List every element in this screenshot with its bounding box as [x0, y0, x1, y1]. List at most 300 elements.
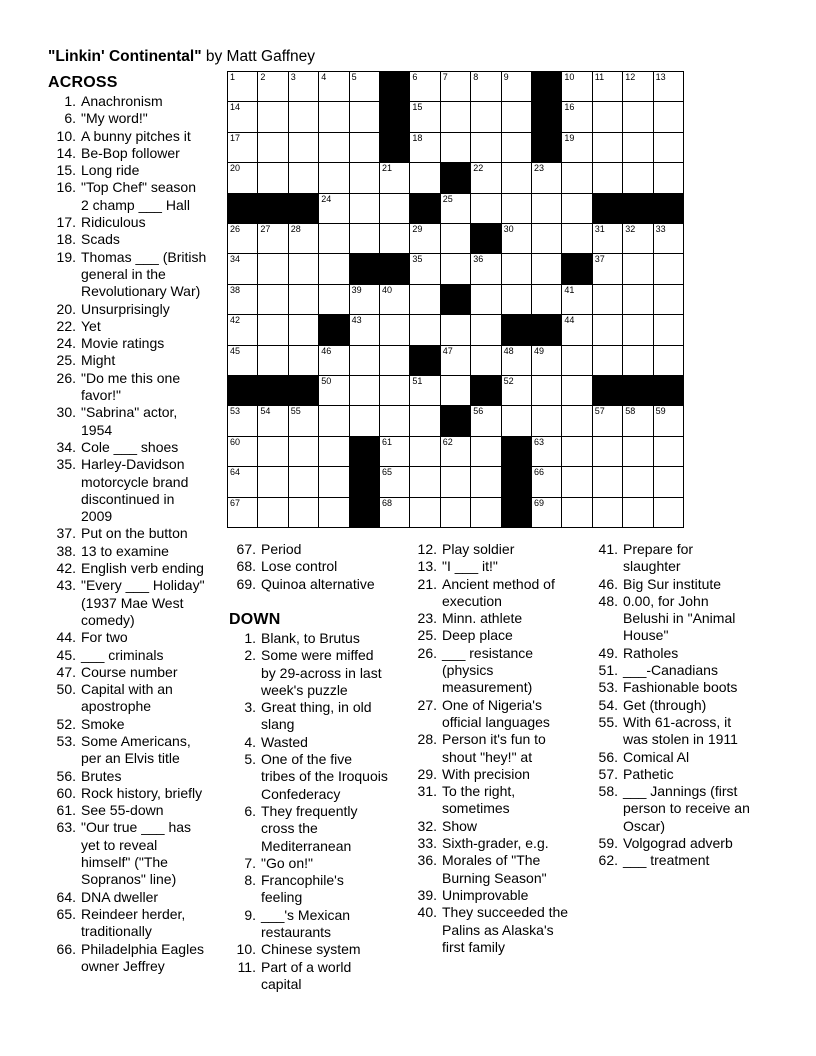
grid-cell[interactable] — [562, 406, 592, 436]
grid-cell[interactable] — [654, 102, 684, 132]
clue-text-line: Deep place — [442, 627, 513, 644]
black-square — [471, 224, 501, 254]
black-square — [258, 376, 288, 406]
clue — [228, 941, 388, 958]
grid-cell[interactable] — [258, 437, 288, 467]
grid-cell[interactable] — [471, 163, 501, 193]
grid-cell[interactable] — [441, 133, 471, 163]
clue — [590, 714, 750, 749]
grid-cell[interactable] — [623, 102, 653, 132]
grid-cell[interactable] — [289, 498, 319, 528]
grid-cell[interactable] — [654, 254, 684, 284]
clue-text-line: Cole ___ shoes — [81, 438, 179, 455]
grid-cell[interactable] — [441, 315, 471, 345]
grid-cell[interactable] — [623, 346, 653, 376]
grid-cell[interactable] — [289, 437, 319, 467]
grid-cell[interactable] — [380, 224, 410, 254]
cell-number: 9 — [503, 72, 509, 82]
grid-cell[interactable] — [502, 163, 532, 193]
grid-cell[interactable] — [502, 254, 532, 284]
grid-cell[interactable] — [350, 406, 380, 436]
grid-cell[interactable] — [319, 224, 349, 254]
grid-cell[interactable] — [258, 102, 288, 132]
clue-text-line: was stolen in 1911 — [623, 731, 738, 748]
clue — [409, 783, 568, 818]
clue — [48, 629, 206, 646]
grid-cell[interactable] — [441, 254, 471, 284]
grid-cell[interactable] — [593, 437, 623, 467]
grid-cell[interactable] — [562, 163, 592, 193]
grid-cell[interactable] — [380, 498, 410, 528]
grid-cell[interactable] — [350, 224, 380, 254]
grid-cell[interactable] — [228, 437, 258, 467]
grid-cell[interactable] — [562, 315, 592, 345]
grid-cell[interactable] — [532, 163, 562, 193]
grid-cell[interactable] — [228, 467, 258, 497]
grid-cell[interactable] — [410, 254, 440, 284]
clue-text-line: Sixth-grader, e.g. — [442, 835, 549, 852]
grid-cell[interactable] — [289, 285, 319, 315]
grid-cell[interactable] — [289, 163, 319, 193]
grid-cell[interactable] — [471, 437, 501, 467]
cell-number: 65 — [382, 467, 393, 478]
grid-cell[interactable] — [562, 224, 592, 254]
clue-number: 28. — [417, 731, 437, 748]
black-square — [532, 133, 562, 163]
clue — [409, 852, 568, 887]
grid-cell[interactable] — [289, 133, 319, 163]
clue-text-line: ___ treatment — [623, 852, 710, 869]
cell-number: 20 — [230, 163, 241, 174]
clue-text-line: Yet — [81, 317, 101, 334]
clue-text-line: Brutes — [81, 767, 122, 784]
grid-cell[interactable] — [410, 285, 440, 315]
grid-cell[interactable] — [532, 346, 562, 376]
grid-cell[interactable] — [562, 133, 592, 163]
grid-cell[interactable] — [380, 467, 410, 497]
grid-cell[interactable] — [319, 285, 349, 315]
clue-number: 67. — [236, 541, 256, 557]
clue-text-line: Francophile's — [261, 872, 344, 889]
clue-text-line: A bunny pitches it — [81, 127, 191, 144]
clue — [590, 576, 750, 593]
grid-cell[interactable] — [289, 467, 319, 497]
clue-text-line: tribes of the Iroquois — [261, 768, 388, 785]
clue — [48, 439, 206, 456]
grid-cell[interactable] — [410, 72, 440, 102]
grid-cell[interactable] — [228, 285, 258, 315]
grid-cell[interactable] — [258, 285, 288, 315]
cell-number: 25 — [442, 193, 453, 204]
grid-cell[interactable] — [623, 133, 653, 163]
clue-text-line: Wasted — [261, 733, 308, 750]
clue-text-line: per an Elvis title — [81, 750, 180, 767]
grid-cell[interactable] — [502, 194, 532, 224]
clue-text-line: Oscar) — [623, 817, 665, 834]
grid-cell[interactable] — [441, 224, 471, 254]
grid-cell[interactable] — [471, 102, 501, 132]
clue-text-line: "Do me this one — [81, 369, 181, 386]
clue-number: 42. — [56, 560, 76, 577]
grid-cell[interactable] — [562, 102, 592, 132]
grid-cell[interactable] — [623, 254, 653, 284]
clue-number: 64. — [56, 888, 76, 905]
grid-cell[interactable] — [410, 406, 440, 436]
clue-number: 56. — [56, 767, 76, 784]
grid-cell[interactable] — [228, 133, 258, 163]
clue — [48, 301, 206, 318]
black-square — [319, 315, 349, 345]
clue-number: 34. — [56, 438, 76, 455]
clue — [228, 558, 375, 575]
grid-cell[interactable] — [441, 102, 471, 132]
clue — [409, 610, 568, 627]
clue — [48, 785, 206, 802]
grid-cell[interactable] — [228, 163, 258, 193]
grid-cell[interactable] — [623, 163, 653, 193]
grid-cell[interactable] — [593, 254, 623, 284]
grid-cell[interactable] — [471, 72, 501, 102]
clue-number: 50. — [56, 681, 76, 698]
grid-cell[interactable] — [441, 437, 471, 467]
grid-cell[interactable] — [593, 346, 623, 376]
grid-cell[interactable] — [228, 346, 258, 376]
grid-cell[interactable] — [441, 194, 471, 224]
clue-number: 16. — [56, 179, 76, 196]
black-square — [380, 72, 410, 102]
clue-number: 10. — [236, 941, 256, 958]
clue-text-line: Quinoa alternative — [261, 575, 375, 592]
grid-cell[interactable] — [441, 346, 471, 376]
grid-cell[interactable] — [319, 498, 349, 528]
clue-number: 37. — [56, 525, 76, 542]
grid-cell[interactable] — [593, 72, 623, 102]
grid-cell[interactable] — [471, 498, 501, 528]
grid-cell[interactable] — [289, 72, 319, 102]
clue-number: 14. — [56, 144, 76, 161]
grid-cell[interactable] — [319, 376, 349, 406]
cell-number: 3 — [290, 72, 296, 82]
grid-cell[interactable] — [502, 102, 532, 132]
grid-cell[interactable] — [258, 224, 288, 254]
grid-cell[interactable] — [562, 437, 592, 467]
clue — [48, 162, 206, 179]
grid-cell[interactable] — [319, 406, 349, 436]
grid-cell[interactable] — [593, 102, 623, 132]
grid-cell[interactable] — [350, 285, 380, 315]
grid-cell[interactable] — [562, 498, 592, 528]
clue — [48, 352, 206, 369]
grid-cell[interactable] — [350, 102, 380, 132]
grid-cell[interactable] — [654, 467, 684, 497]
grid-cell[interactable] — [471, 133, 501, 163]
grid-cell[interactable] — [471, 406, 501, 436]
clue-text-line: "Sabrina" actor, — [81, 404, 178, 421]
grid-cell[interactable] — [562, 285, 592, 315]
grid-cell[interactable] — [319, 72, 349, 102]
grid-cell[interactable] — [593, 163, 623, 193]
clue — [48, 456, 206, 525]
grid-cell[interactable] — [410, 102, 440, 132]
grid-cell[interactable] — [562, 72, 592, 102]
clue-number: 18. — [56, 231, 76, 248]
clue-text-line: Lose control — [261, 558, 338, 575]
black-square — [502, 315, 532, 345]
grid-cell[interactable] — [441, 72, 471, 102]
grid-cell[interactable] — [654, 315, 684, 345]
grid-cell[interactable] — [258, 467, 288, 497]
grid-cell[interactable] — [623, 315, 653, 345]
grid-cell[interactable] — [350, 346, 380, 376]
grid-cell[interactable] — [471, 346, 501, 376]
clue-number: 8. — [244, 872, 256, 889]
grid-cell[interactable] — [502, 72, 532, 102]
grid-cell[interactable] — [623, 224, 653, 254]
grid-cell[interactable] — [410, 163, 440, 193]
cell-number: 32 — [625, 224, 636, 234]
grid-cell[interactable] — [258, 315, 288, 345]
clue-number: 2. — [244, 647, 256, 664]
clue-number: 65. — [56, 905, 76, 922]
clue-text-line: One of Nigeria's — [442, 696, 542, 713]
cell-number: 12 — [625, 72, 636, 82]
grid-cell[interactable] — [623, 467, 653, 497]
clue-text-line: Prepare for — [623, 541, 694, 557]
clue-text-line: 2 champ ___ Hall — [81, 196, 190, 213]
clue-text-line: Blank, to Brutus — [261, 630, 360, 646]
grid-cell[interactable] — [593, 133, 623, 163]
grid-cell[interactable] — [228, 498, 258, 528]
grid-cell[interactable] — [502, 346, 532, 376]
grid-cell[interactable] — [562, 467, 592, 497]
grid-cell[interactable] — [350, 194, 380, 224]
grid-cell[interactable] — [410, 467, 440, 497]
down-clues-column-1 — [228, 630, 388, 993]
grid-cell[interactable] — [350, 376, 380, 406]
clue-number: 41. — [598, 541, 618, 557]
grid-cell[interactable] — [502, 406, 532, 436]
cell-number: 39 — [351, 284, 362, 295]
cell-number: 40 — [382, 284, 393, 295]
grid-cell[interactable] — [380, 285, 410, 315]
clue-number: 17. — [56, 214, 76, 231]
clue-text-line: Belushi in "Animal — [623, 610, 736, 627]
grid-cell[interactable] — [228, 315, 258, 345]
grid-cell[interactable] — [532, 194, 562, 224]
cell-number: 46 — [321, 345, 332, 356]
grid-cell[interactable] — [410, 315, 440, 345]
clue-text-line: owner Jeffrey — [81, 957, 165, 974]
clue-text-line: first family — [442, 938, 505, 955]
grid-cell[interactable] — [380, 194, 410, 224]
black-square — [289, 376, 319, 406]
grid-cell[interactable] — [289, 406, 319, 436]
cell-number: 23 — [534, 163, 545, 174]
clue — [228, 541, 375, 558]
clue-number: 31. — [417, 783, 437, 800]
grid-cell[interactable] — [593, 285, 623, 315]
grid-cell[interactable] — [410, 224, 440, 254]
clue — [48, 906, 206, 941]
grid-cell[interactable] — [502, 224, 532, 254]
cell-number: 28 — [290, 224, 301, 234]
clue-number: 46. — [598, 575, 618, 592]
cell-number: 2 — [260, 72, 266, 82]
clue — [409, 627, 568, 644]
clue-text-line: by 29-across in last — [261, 664, 382, 681]
grid-cell[interactable] — [532, 437, 562, 467]
grid-cell[interactable] — [380, 376, 410, 406]
grid-cell[interactable] — [532, 285, 562, 315]
cell-number: 13 — [655, 72, 666, 82]
clue-text-line: Sopranos" line) — [81, 871, 177, 888]
grid-cell[interactable] — [380, 163, 410, 193]
grid-cell[interactable] — [228, 72, 258, 102]
grid-cell[interactable] — [532, 376, 562, 406]
grid-cell[interactable] — [654, 163, 684, 193]
grid-cell[interactable] — [319, 163, 349, 193]
grid-cell[interactable] — [654, 133, 684, 163]
clue-text-line: ___'s Mexican — [261, 906, 351, 923]
black-square — [441, 406, 471, 436]
grid-cell[interactable] — [258, 346, 288, 376]
grid-cell[interactable] — [502, 376, 532, 406]
grid-cell[interactable] — [471, 467, 501, 497]
grid-cell[interactable] — [319, 133, 349, 163]
grid-cell[interactable] — [258, 254, 288, 284]
clue — [228, 751, 388, 803]
clue-number: 59. — [598, 835, 618, 852]
clue — [590, 783, 750, 835]
grid-cell[interactable] — [654, 72, 684, 102]
grid-cell[interactable] — [289, 224, 319, 254]
grid-cell[interactable] — [319, 254, 349, 284]
grid-cell[interactable] — [502, 285, 532, 315]
clue-number: 55. — [598, 713, 618, 730]
clue-number: 38. — [56, 542, 76, 559]
grid-cell[interactable] — [319, 194, 349, 224]
grid-cell[interactable] — [258, 498, 288, 528]
grid-cell[interactable] — [258, 163, 288, 193]
grid-cell[interactable] — [623, 285, 653, 315]
grid-cell[interactable] — [319, 467, 349, 497]
grid-cell[interactable] — [380, 406, 410, 436]
grid-cell[interactable] — [289, 254, 319, 284]
grid-cell[interactable] — [471, 315, 501, 345]
grid-cell[interactable] — [350, 163, 380, 193]
grid-cell[interactable] — [532, 498, 562, 528]
grid-cell[interactable] — [319, 437, 349, 467]
clue-text-line: Be-Bop follower — [81, 144, 180, 161]
grid-cell[interactable] — [258, 406, 288, 436]
grid-cell[interactable] — [410, 437, 440, 467]
grid-cell[interactable] — [380, 437, 410, 467]
black-square — [532, 315, 562, 345]
grid-cell[interactable] — [228, 224, 258, 254]
grid-cell[interactable] — [258, 72, 288, 102]
grid-cell[interactable] — [380, 346, 410, 376]
grid-cell[interactable] — [319, 346, 349, 376]
grid-cell[interactable] — [562, 194, 592, 224]
grid-cell[interactable] — [410, 133, 440, 163]
grid-cell[interactable] — [502, 133, 532, 163]
grid-cell[interactable] — [228, 102, 258, 132]
grid-cell[interactable] — [532, 254, 562, 284]
grid-cell[interactable] — [289, 102, 319, 132]
grid-cell[interactable] — [410, 498, 440, 528]
grid-cell[interactable] — [562, 376, 592, 406]
clue-text-line: Big Sur institute — [623, 575, 722, 592]
grid-cell[interactable] — [289, 315, 319, 345]
grid-cell[interactable] — [380, 315, 410, 345]
grid-cell[interactable] — [532, 224, 562, 254]
grid-cell[interactable] — [441, 467, 471, 497]
grid-cell[interactable] — [350, 315, 380, 345]
grid-cell[interactable] — [289, 346, 319, 376]
clue-text-line: Put on the button — [81, 525, 188, 542]
grid-cell[interactable] — [350, 72, 380, 102]
grid-cell[interactable] — [532, 406, 562, 436]
cell-number: 1 — [230, 72, 236, 82]
grid-cell[interactable] — [441, 498, 471, 528]
clue-text-line: Period — [261, 541, 302, 557]
clue-text-line: Movie ratings — [81, 335, 165, 352]
grid-cell[interactable] — [258, 133, 288, 163]
grid-cell[interactable] — [654, 285, 684, 315]
grid-cell[interactable] — [471, 194, 501, 224]
down-clues-column-2 — [409, 541, 568, 956]
clue — [48, 335, 206, 352]
grid-cell[interactable] — [654, 498, 684, 528]
grid-cell[interactable] — [410, 376, 440, 406]
grid-cell[interactable] — [654, 346, 684, 376]
grid-cell[interactable] — [593, 498, 623, 528]
grid-cell[interactable] — [228, 406, 258, 436]
grid-cell[interactable] — [562, 346, 592, 376]
clue-text-line: restaurants — [261, 924, 332, 941]
clue — [228, 855, 388, 872]
grid-cell[interactable] — [350, 133, 380, 163]
grid-cell[interactable] — [228, 254, 258, 284]
clue-number: 20. — [56, 300, 76, 317]
grid-cell[interactable] — [471, 285, 501, 315]
grid-cell[interactable] — [593, 406, 623, 436]
clue — [228, 959, 388, 994]
grid-cell[interactable] — [623, 498, 653, 528]
grid-cell[interactable] — [441, 376, 471, 406]
grid-cell[interactable] — [654, 406, 684, 436]
grid-cell[interactable] — [532, 467, 562, 497]
clue-number: 61. — [56, 802, 76, 819]
clue — [590, 541, 750, 576]
grid-cell[interactable] — [654, 224, 684, 254]
clue-text-line: (1937 Mae West — [81, 594, 184, 611]
grid-cell[interactable] — [654, 437, 684, 467]
clue-text-line: Long ride — [81, 162, 140, 179]
grid-cell[interactable] — [593, 467, 623, 497]
clue — [48, 664, 206, 681]
grid-cell[interactable] — [623, 406, 653, 436]
grid-cell[interactable] — [623, 437, 653, 467]
grid-cell[interactable] — [593, 224, 623, 254]
clue-text-line: Might — [81, 352, 116, 369]
grid-cell[interactable] — [471, 254, 501, 284]
grid-cell[interactable] — [319, 102, 349, 132]
cell-number: 66 — [534, 467, 545, 478]
clue-text-line: "My word!" — [81, 110, 148, 127]
grid-cell[interactable] — [623, 72, 653, 102]
grid-cell[interactable] — [593, 315, 623, 345]
